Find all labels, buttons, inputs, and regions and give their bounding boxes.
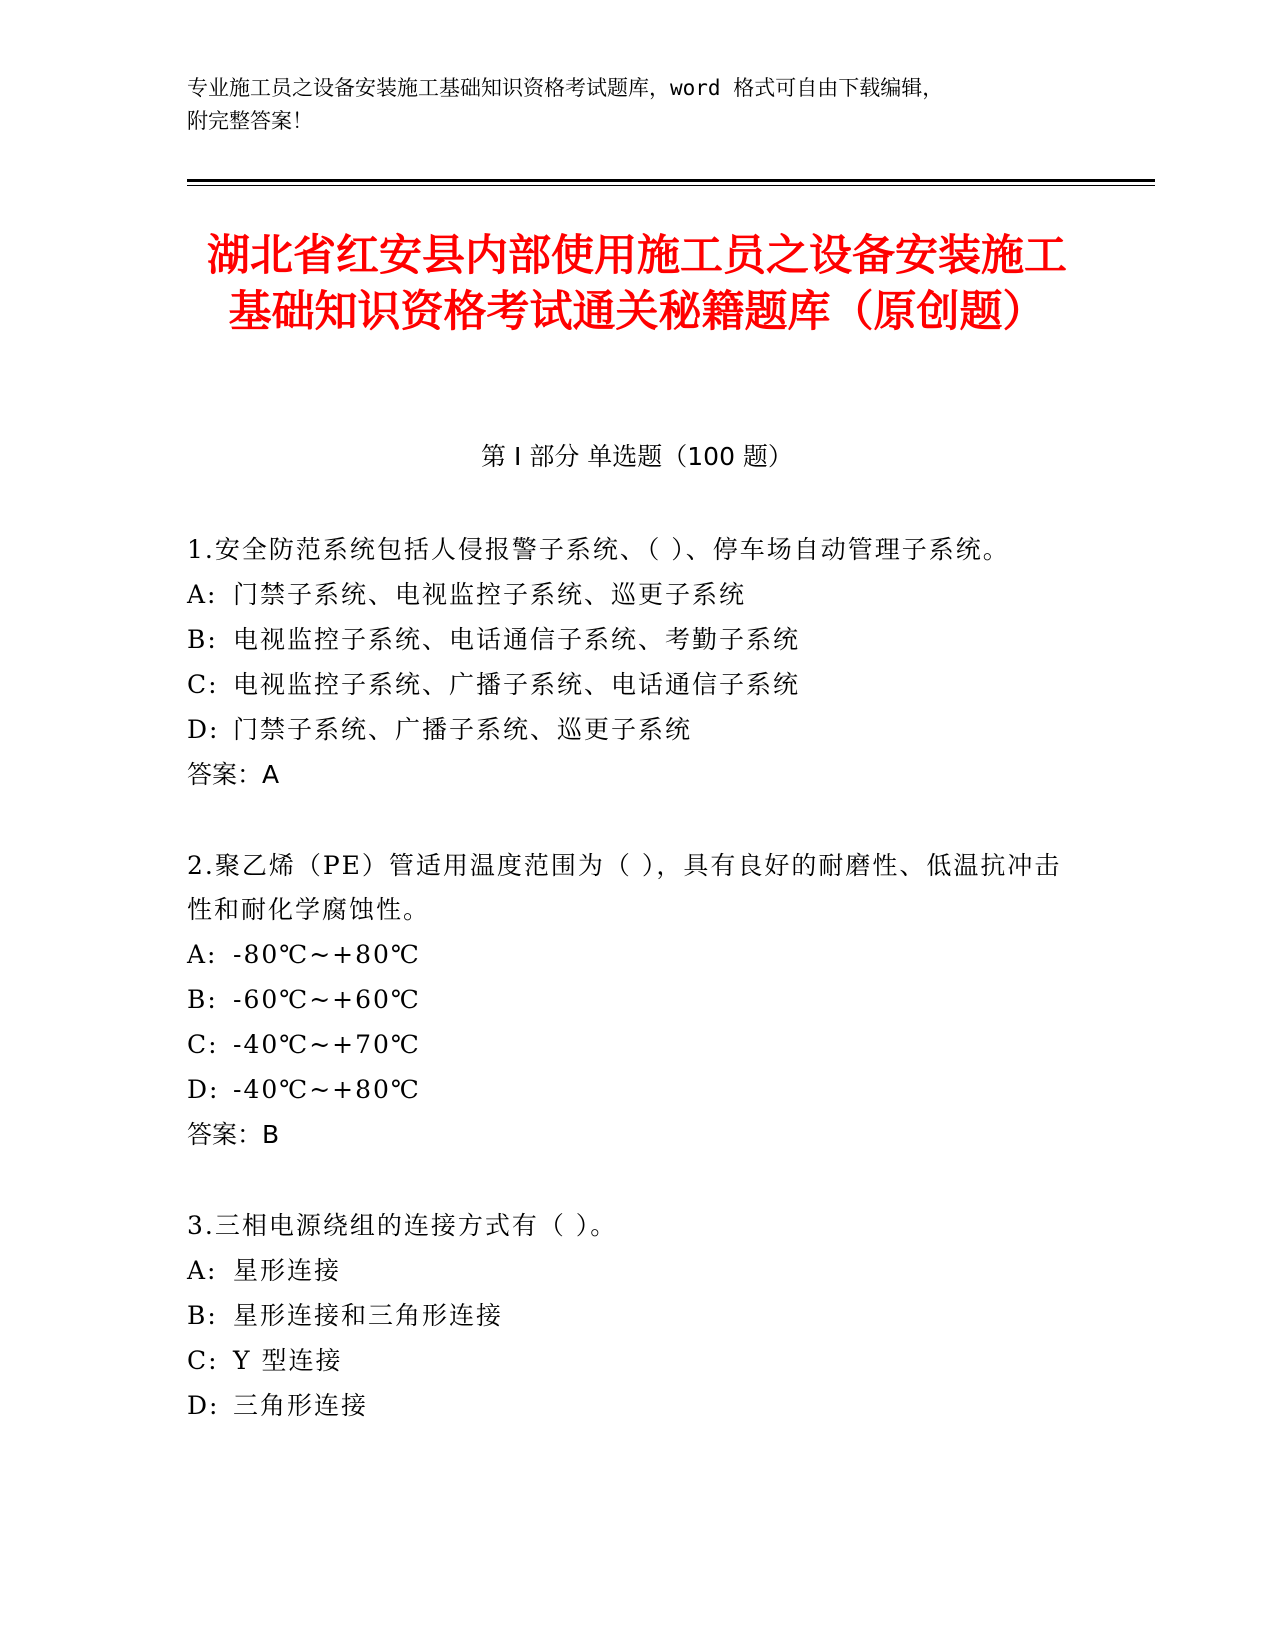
option-a [187, 1248, 1067, 1293]
option-b [187, 617, 1067, 662]
option-a [187, 572, 1067, 617]
option-key: C: [187, 670, 219, 699]
option-key: C: [187, 1346, 219, 1375]
option-key: B: [187, 625, 218, 654]
question-1 [187, 528, 1067, 798]
option-text: 星形连接和三角形连接 [233, 1301, 504, 1330]
answer: 答案：B [187, 1120, 280, 1149]
option-text: -60℃~+60℃ [233, 985, 421, 1014]
option-text: 电视监控子系统、广播子系统、电话通信子系统 [233, 670, 801, 699]
option-key: C: [187, 1030, 219, 1059]
option-key: B: [187, 985, 218, 1014]
option-c [187, 1338, 1067, 1383]
option-c [187, 1022, 1067, 1067]
answer: 答案：A [187, 760, 280, 789]
header-note-line-2: 附完整答案！ [187, 109, 313, 133]
question-text: 2.聚乙烯（PE）管适用温度范围为（ ），具有良好的耐磨性、低温抗冲击性和耐化学腐蚀性。 [187, 851, 1062, 924]
header-divider-thick [187, 179, 1155, 182]
option-text: -40℃~+80℃ [233, 1075, 421, 1104]
option-d [187, 707, 1067, 752]
question-text: 1.安全防范系统包括人侵报警子系统、（ ）、停车场自动管理子系统。 [187, 535, 1010, 564]
section-title: 第 I 部分 单选题（100 题） [481, 442, 793, 471]
option-key: D: [187, 715, 220, 744]
option-key: D: [187, 1075, 220, 1104]
option-text: -40℃~+70℃ [233, 1030, 421, 1059]
header-note [187, 72, 1067, 138]
option-text: Y 型连接 [233, 1346, 343, 1375]
option-key: D: [187, 1391, 220, 1420]
option-text: 三角形连接 [233, 1391, 369, 1420]
option-text: 星形连接 [233, 1256, 342, 1285]
option-d [187, 1067, 1067, 1112]
option-key: B: [187, 1301, 218, 1330]
header-divider-thin [187, 185, 1155, 186]
document-title: 湖北省红安县内部使用施工员之设备安装施工基础知识资格考试通关秘籍题库（原创题） [207, 231, 1067, 337]
option-text: 电视监控子系统、电话通信子系统、考勤子系统 [233, 625, 801, 654]
option-text: 门禁子系统、电视监控子系统、巡更子系统 [233, 580, 747, 609]
option-key: A: [187, 1256, 218, 1285]
option-text: -80℃~+80℃ [233, 940, 421, 969]
option-key: A: [187, 940, 218, 969]
option-text: 门禁子系统、广播子系统、巡更子系统 [233, 715, 693, 744]
question-3 [187, 1204, 1067, 1428]
question-text: 3.三相电源绕组的连接方式有（ ）。 [187, 1211, 618, 1240]
header-note-line-1: 专业施工员之设备安装施工基础知识资格考试题库，word 格式可自由下载编辑， [187, 76, 944, 100]
option-b [187, 977, 1067, 1022]
option-b [187, 1293, 1067, 1338]
option-a [187, 932, 1067, 977]
question-2 [187, 844, 1067, 1158]
option-key: A: [187, 580, 218, 609]
question-list [187, 528, 1067, 1474]
option-d [187, 1383, 1067, 1428]
option-c [187, 662, 1067, 707]
